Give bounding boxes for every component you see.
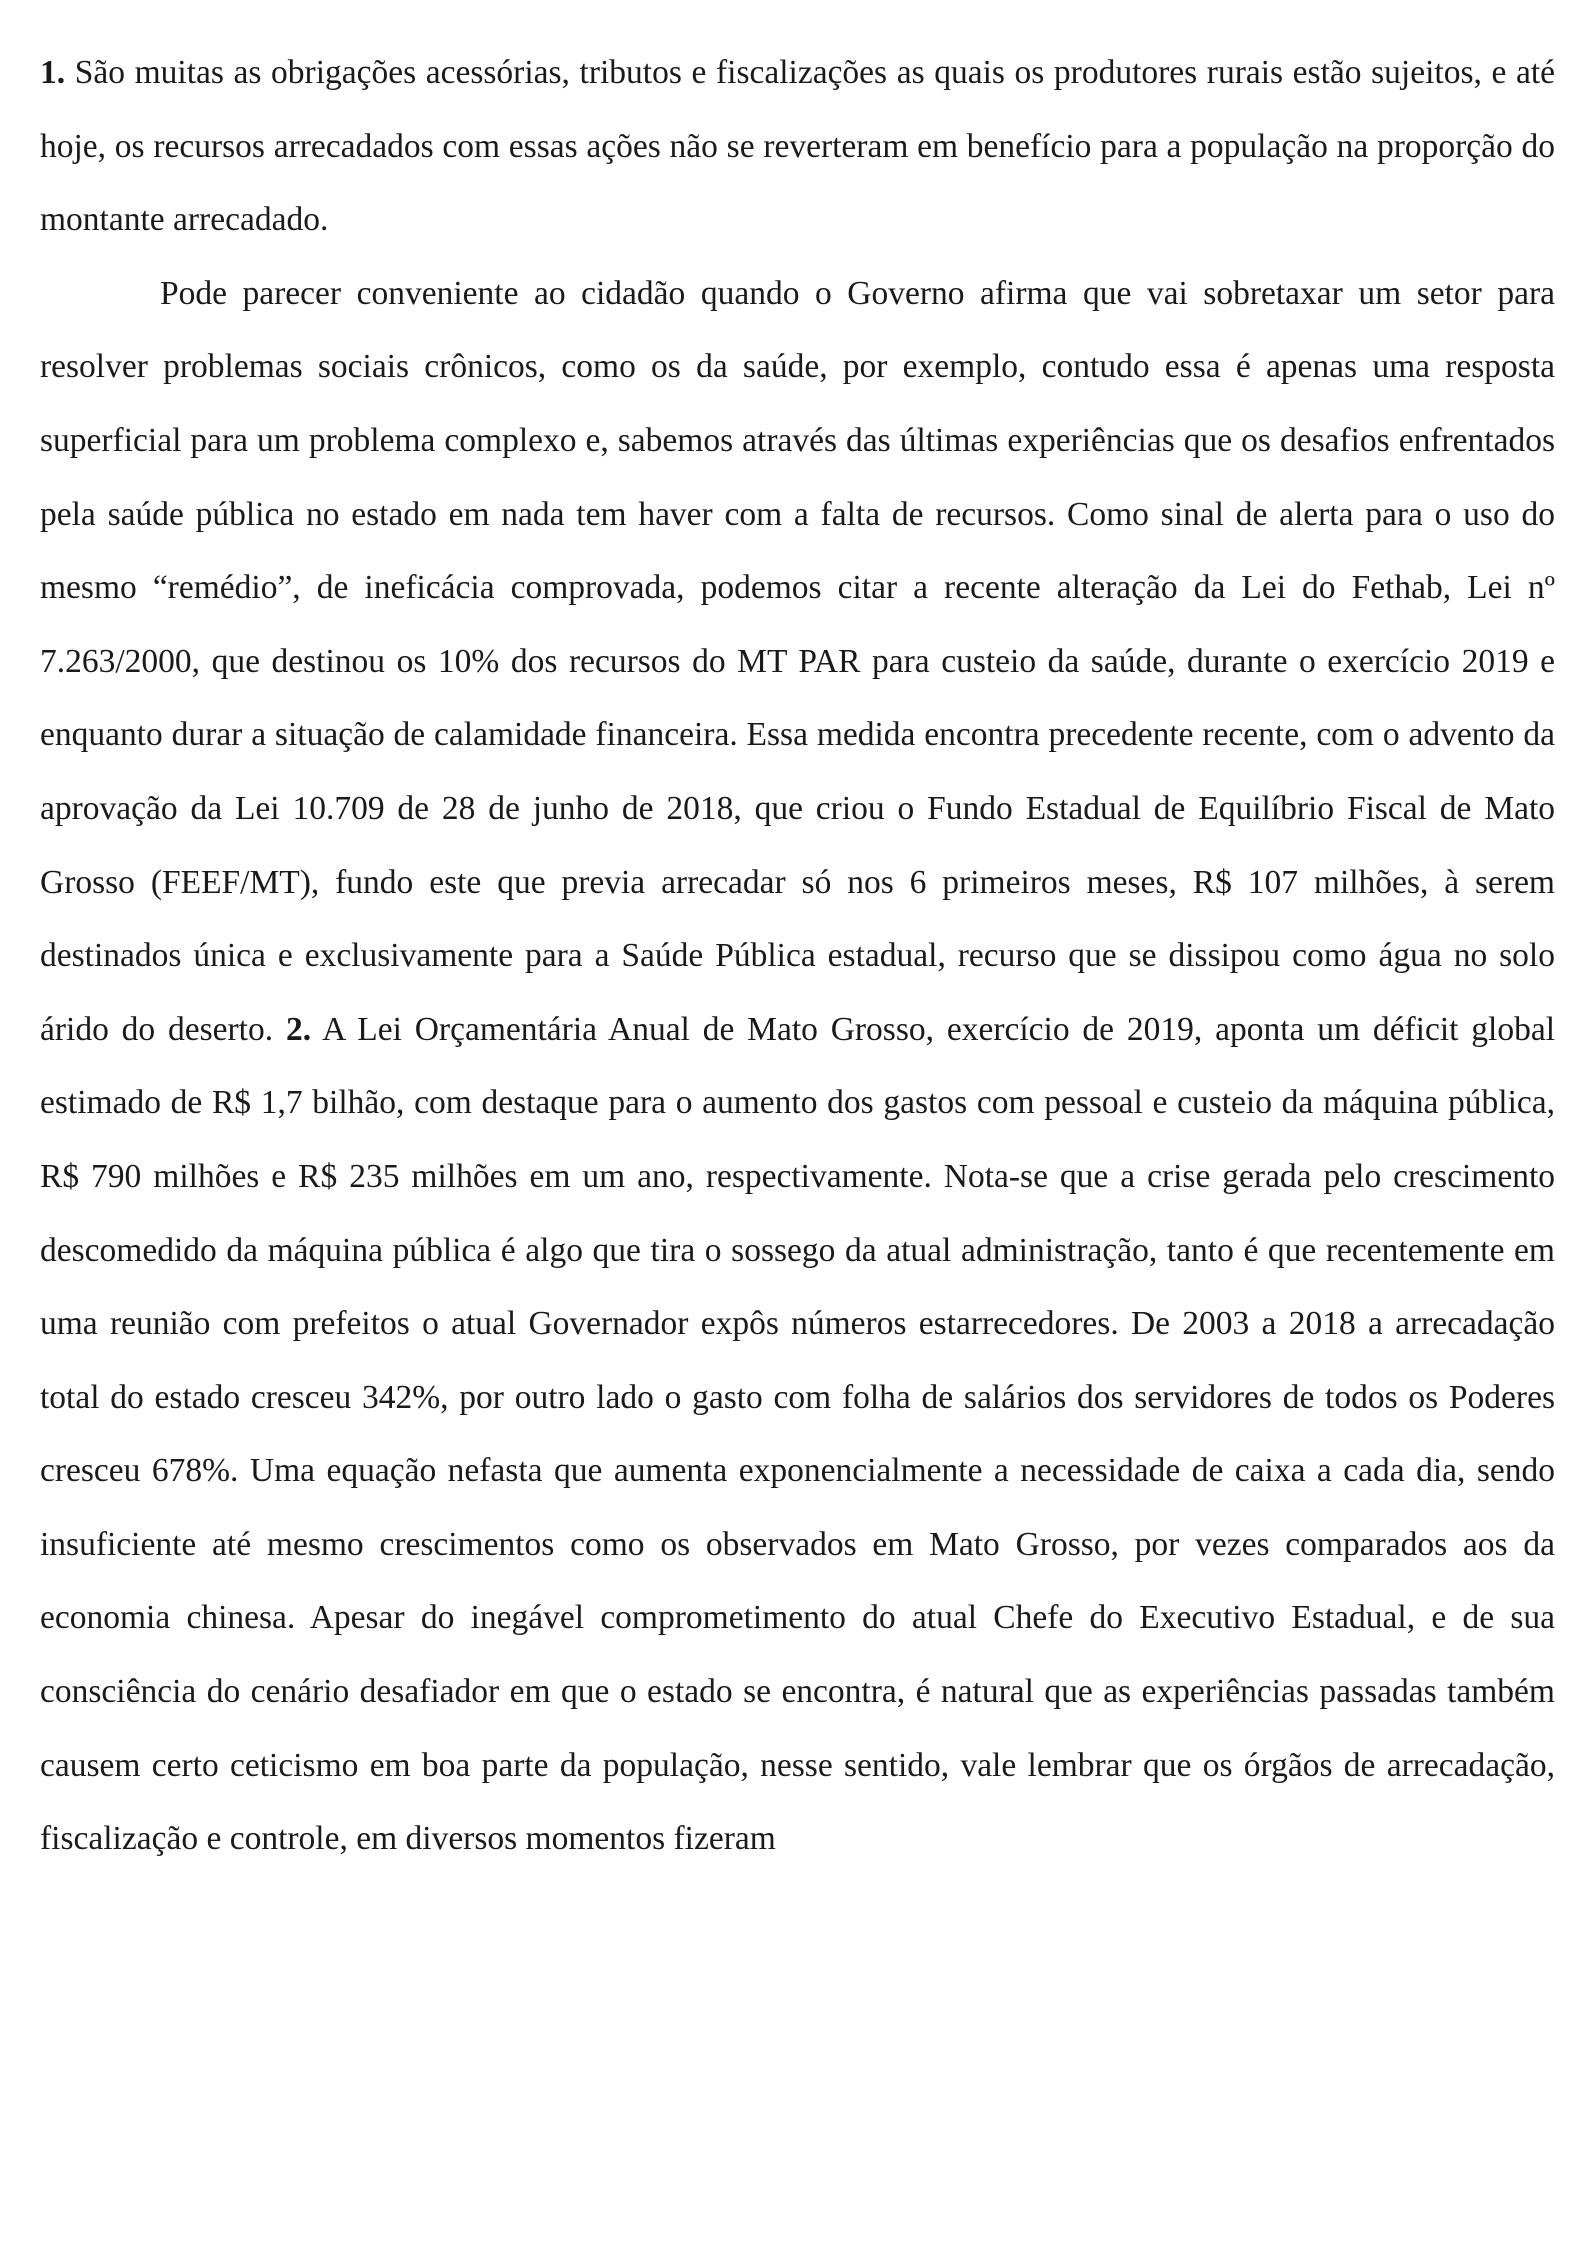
- paragraph-2: [40, 257, 1555, 1876]
- paragraph-1: [40, 36, 1555, 257]
- paragraph-2-text-after: A Lei Orçamentária Anual de Mato Grosso, exercício de 2019, aponta um déficit global estimado de R$ 1,7 bilhão, com destaque para o aumento dos gastos com pessoal e custeio da máquina pública, R$ 790 milhões e R$ 235 milhões em um ano, respectivamente. Nota-se que a crise gerada pelo crescimento descomedido da máquina pública é algo que tira o sossego da atual administração, tanto é que recentemente em uma reunião com prefeitos o atual Governador expôs números estarrecedores. De 2003 a 2018 a arrecadação total do estado cresceu 342%, por outro lado o gasto com folha de salários dos servidores de todos os Poderes cresceu 678%. Uma equação nefasta que aumenta exponencialmente a necessidade de caixa a cada dia, sendo insuficiente até mesmo crescimentos como os observados em Mato Grosso, por vezes comparados aos da economia chinesa. Apesar do inegável comprometimento do atual Chefe do Executivo Estadual, e de sua consciência do cenário desafiador em que o estado se encontra, é natural que as experiências passadas também causem certo ceticismo em boa parte da população, nesse sentido, vale lembrar que os órgãos de arrecadação, fiscalização e controle, em diversos momentos fizeram: [40, 1010, 1556, 1858]
- item-number-1: 1.: [40, 54, 66, 91]
- paragraph-2-text-before: Pode parecer conveniente ao cidadão quando o Governo afirma que vai sobretaxar um setor para resolver problemas sociais crônicos, como os da saúde, por exemplo, contudo essa é apenas uma resposta superficial para um problema complexo e, sabemos através das últimas experiências que os desafios enfrentados pela saúde pública no estado em nada tem haver com a falta de recursos. Como sinal de alerta para o uso do mesmo “remédio”, de ineficácia comprovada, podemos citar a recente alteração da Lei do Fethab, Lei nº 7.263/2000, que destinou os 10% dos recursos do MT PAR para custeio da saúde, durante o exercício 2019 e enquanto durar a situação de calamidade financeira. Essa medida encontra precedente recente, com o advento da aprovação da Lei 10.709 de 28 de junho de 2018, que criou o Fundo Estadual de Equilíbrio Fiscal de Mato Grosso (FEEF/MT), fundo este que previa arrecadar só nos 6 primeiros meses, R$ 107 milhões, à serem destinados única e exclusivamente para a Saúde Pública estadual, recurso que se dissipou como água no solo árido do deserto.: [40, 274, 1555, 1048]
- document-body: [40, 36, 1555, 1876]
- paragraph-1-text: São muitas as obrigações acessórias, tributos e fiscalizações as quais os produtores rurais estão sujeitos, e até hoje, os recursos arrecadados com essas ações não se reverteram em benefício para a população na proporção do montante arrecadado.: [40, 54, 1555, 239]
- item-number-2: 2.: [285, 1010, 312, 1048]
